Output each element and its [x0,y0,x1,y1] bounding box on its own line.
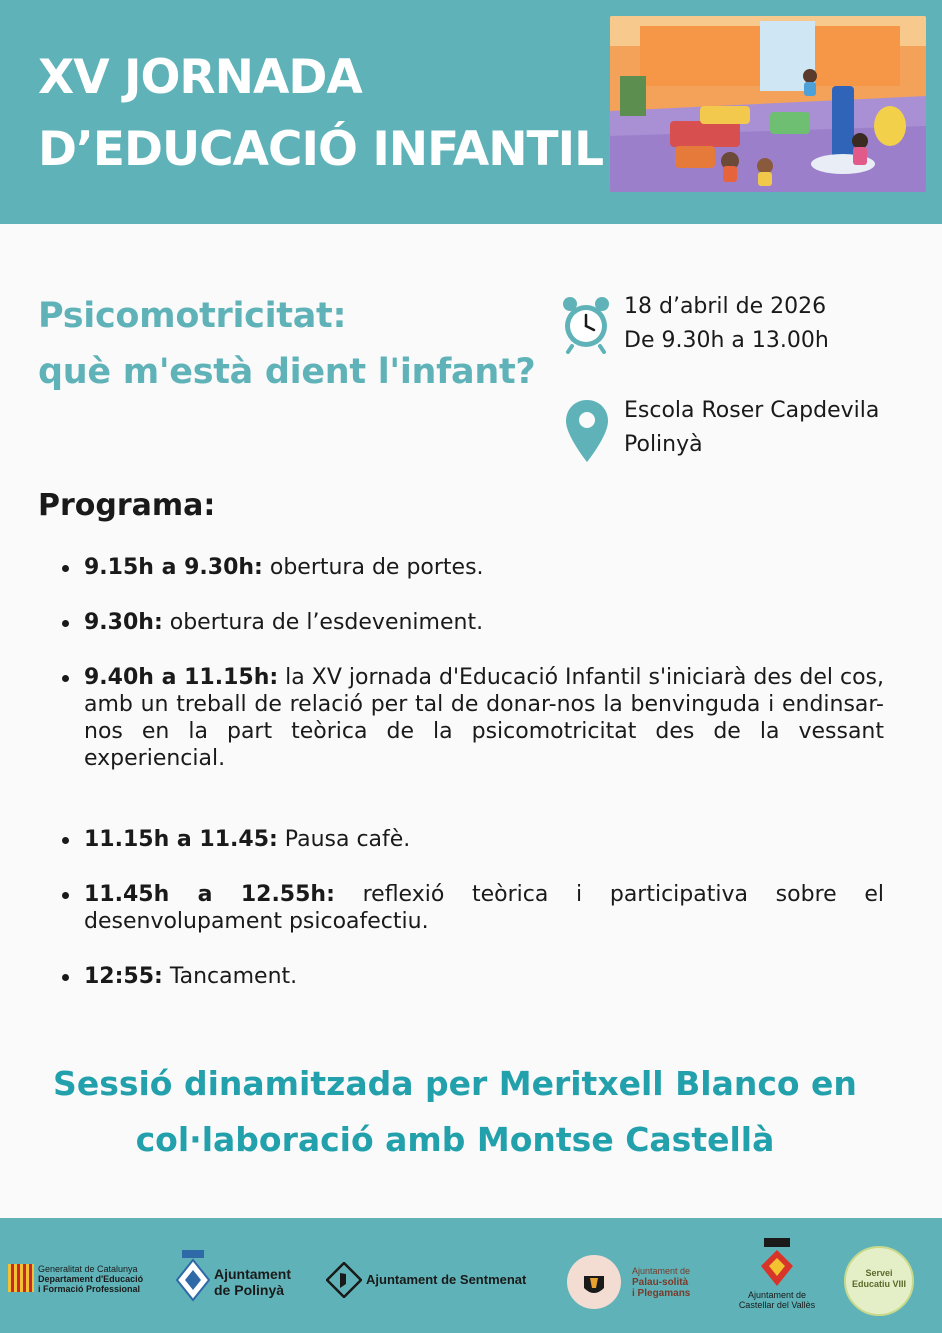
palau-line-2: Palau-solità [632,1277,689,1288]
program-item [84,963,884,990]
program-text: obertura de portes. [262,555,484,580]
palau-line-1: Ajuntament de [632,1266,691,1276]
alarm-clock-icon [560,294,612,358]
program-item [84,664,884,772]
generalitat-line-1: Generalitat de Catalunya [38,1264,138,1274]
polinya-logo-text [214,1266,291,1298]
generalitat-line-2: Departament d'Educació [38,1274,144,1284]
servei-educatiu-logo-text [846,1268,912,1290]
program-item [84,554,884,581]
palau-solita-logo [566,1254,622,1314]
topic-line-1: Psicomotricitat: [38,296,347,336]
title-line-1: XV JORNADA [38,50,362,105]
generalitat-logo-text [38,1264,143,1294]
servei-line-1: Servei [865,1268,893,1278]
polinya-line-1: Ajuntament [214,1266,291,1282]
program-item [84,826,884,853]
generalitat-line-3: i Formació Professional [38,1284,141,1294]
program-time: 12:55: [84,964,163,989]
polinya-line-2: de Polinyà [214,1282,285,1298]
palau-line-3: i Plegamans [632,1288,691,1299]
castellar-line-2: Castellar del Vallès [738,1300,816,1310]
program-text: Pausa cafè. [277,827,411,852]
castellar-line-1: Ajuntament de [747,1290,807,1300]
topic-line-2: què m'està dient l'infant? [38,352,536,392]
footer-logo-band [0,1218,942,1333]
generalitat-logo [8,1264,34,1296]
program-time: 9.30h: [84,610,163,635]
event-time: De 9.30h a 13.00h [624,328,829,353]
map-pin-icon [566,400,608,466]
credit-line-2: col·laboració amb Montse Castellà [135,1120,775,1159]
sentmenat-logo-text: Ajuntament de Sentmenat [366,1272,527,1287]
program-text: Tancament. [162,964,298,989]
event-venue: Escola Roser Capdevila [624,398,880,423]
event-date: 18 d’abril de 2026 [624,294,827,319]
event-town: Polinyà [624,432,703,457]
program-text: reflexió teòrica i participativa sobre el desenvolupament psicoafectiu. [84,882,885,934]
castellar-shield-logo [760,1238,794,1292]
servei-line-2: Educatiu VIII [851,1279,906,1289]
program-time: 11.45h a 12.55h: [84,882,335,907]
castellar-logo-text [732,1290,822,1310]
program-text: obertura de l’esdeveniment. [162,610,484,635]
program-item [84,881,884,935]
servei-educatiu-logo [844,1246,914,1316]
palau-solita-logo-text [632,1266,690,1299]
program-text: la XV jornada d'Educació Infantil s'iniciarà des del cos, amb un treball de relació per tal de donar-nos la benvinguda i endinsar-nos en la part teòrica de la psicomotricitat des de la vessant experiencial. [84,665,884,771]
program-item [84,609,884,636]
program-time: 9.15h a 9.30h: [84,555,263,580]
title-line-2: D’EDUCACIÓ INFANTIL [38,122,604,177]
sentmenat-logo [326,1262,362,1302]
credit-line-1: Sessió dinamitzada per Meritxell Blanco en [53,1064,857,1103]
program-time: 9.40h a 11.15h: [84,665,279,690]
children-playroom-illustration [610,16,926,192]
program-time: 11.15h a 11.45: [84,827,278,852]
polinya-shield-logo [176,1250,210,1306]
header-banner [0,0,942,224]
programa-heading: Programa: [38,488,216,523]
